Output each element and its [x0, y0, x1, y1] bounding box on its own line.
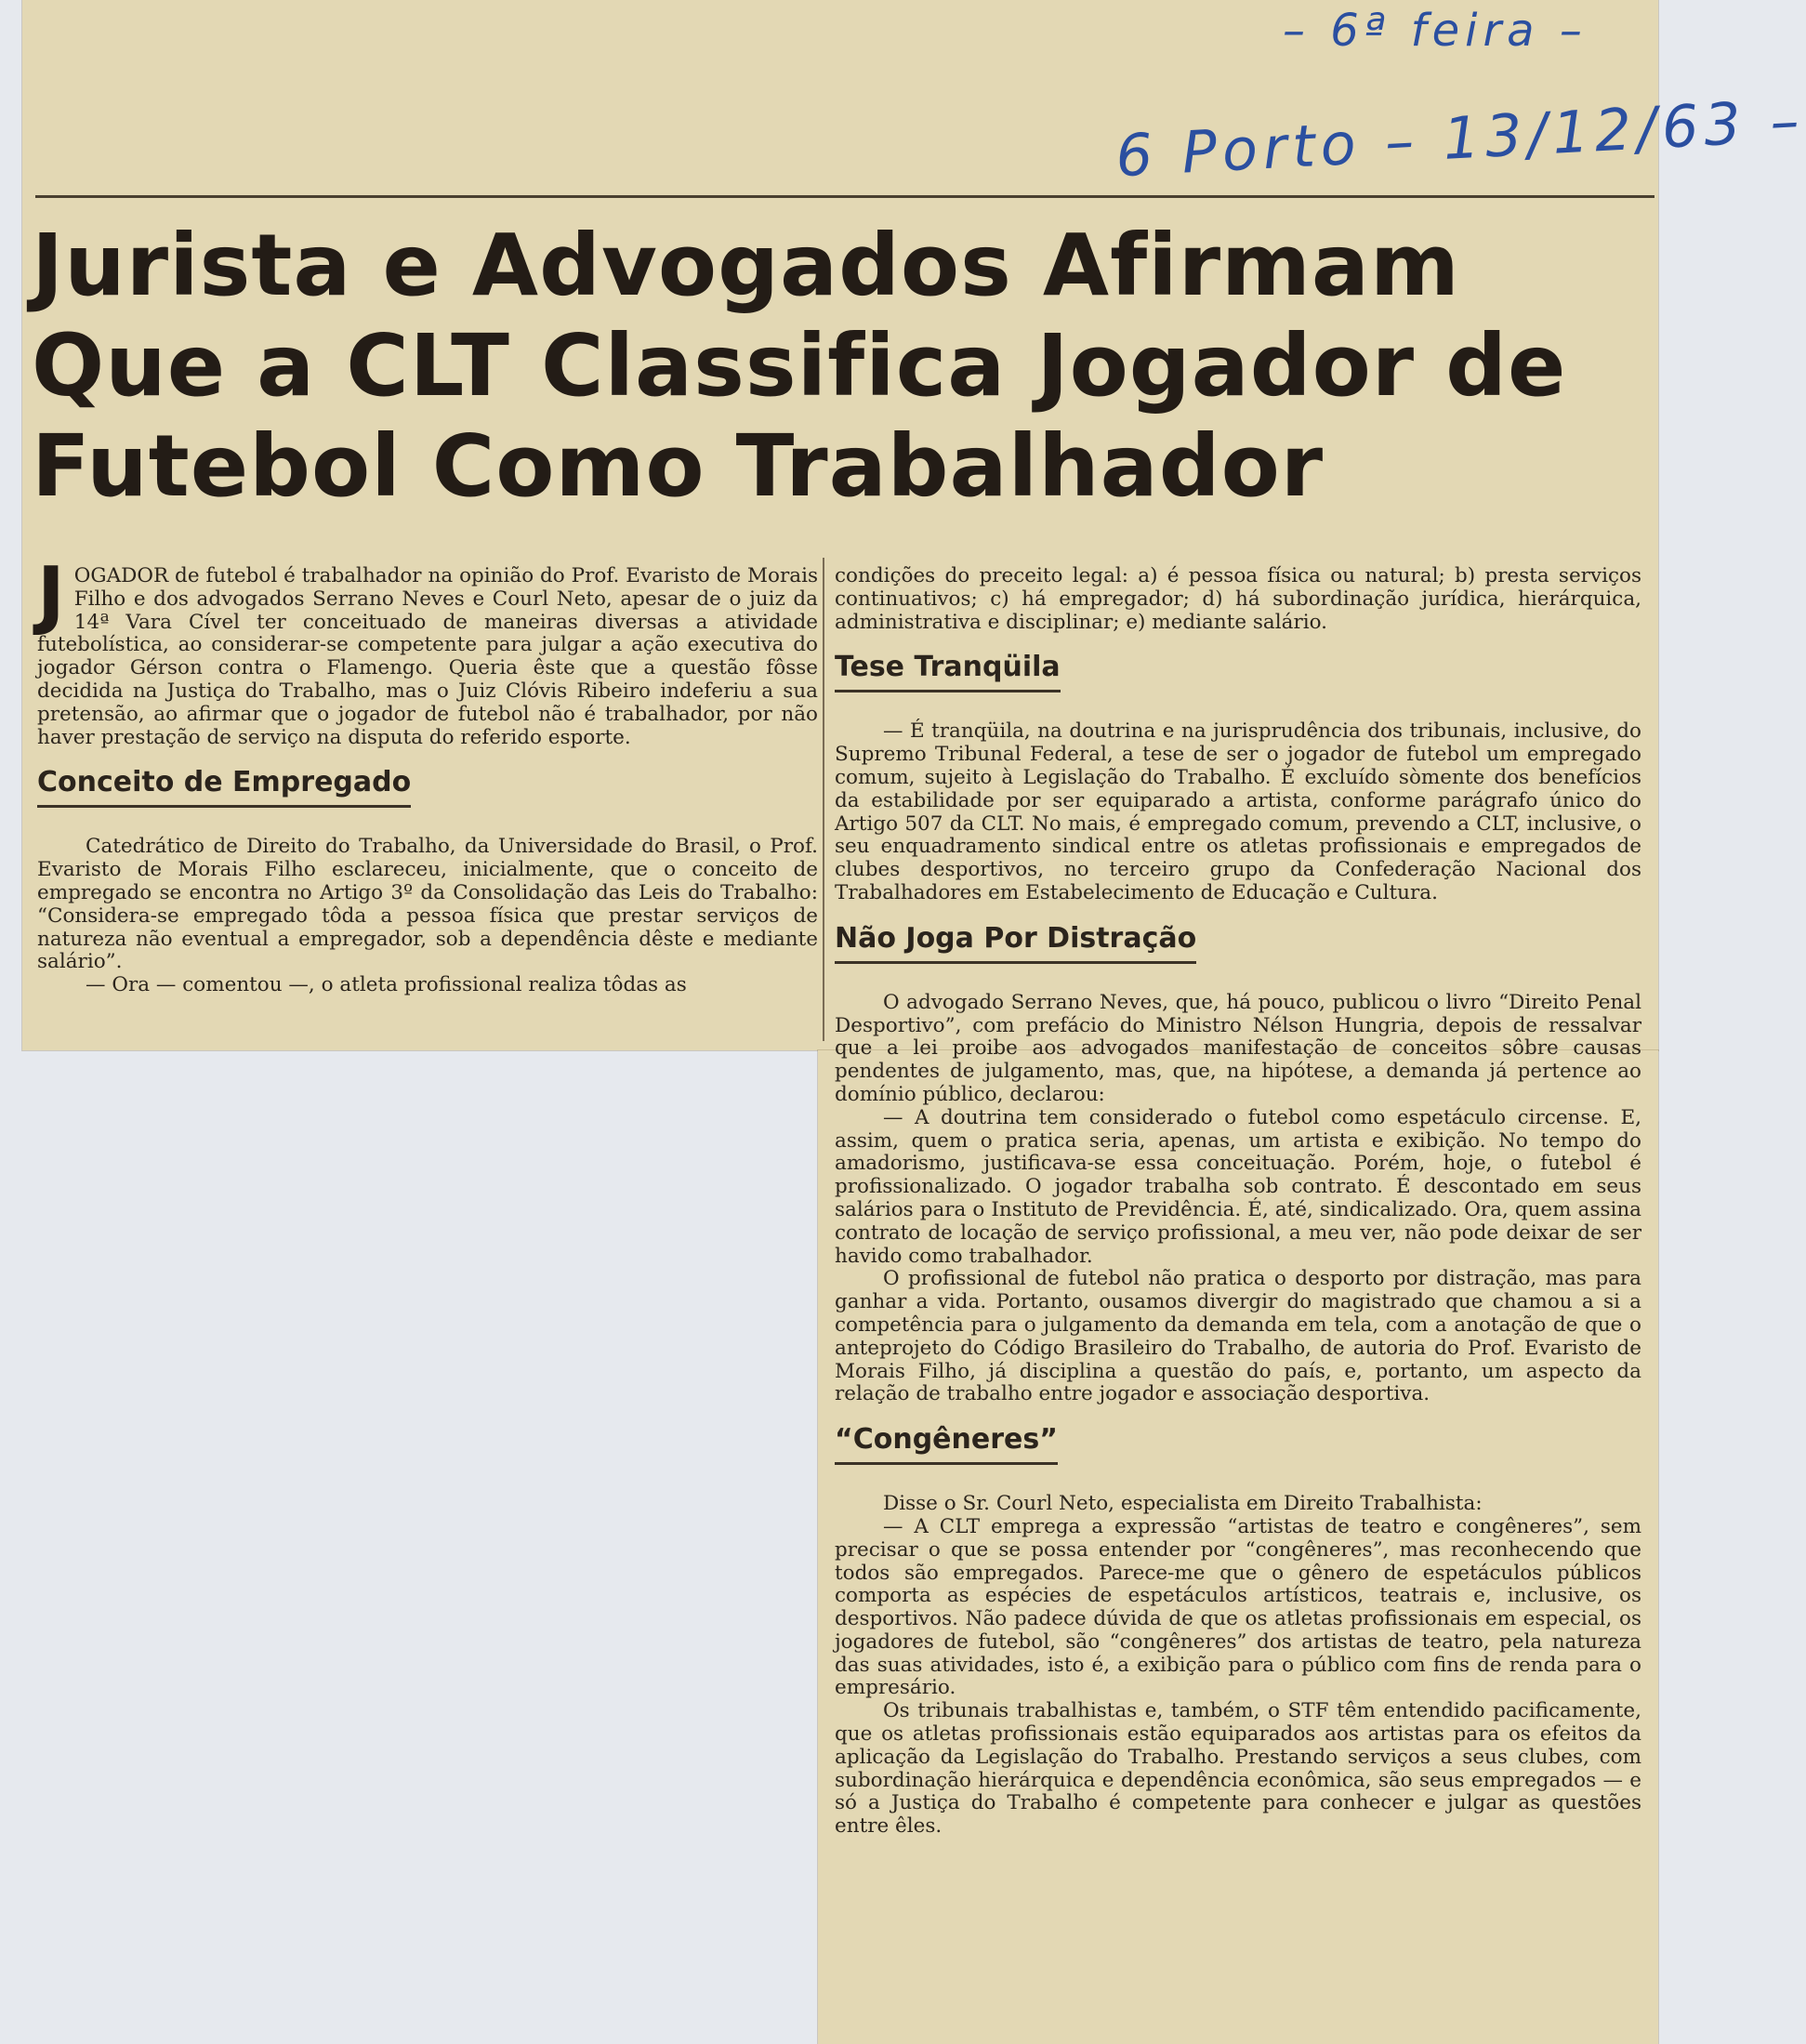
paragraph-conceito-1: Catedrático de Direito do Trabalho, da Universidade do Brasil, o Prof. Evaristo de Morais Filho esclareceu, inicialmente, que o conceito de empregado se encontra no Artigo 3º da Consolidação das Leis do Trabalho: “Considera-se empregado tôda a pessoa física que prestar serviços de natureza não eventual a empregador, sob a dependência dêste e mediante salário”. — [37, 835, 818, 974]
subhead-conceito: Conceito de Empregado — [37, 766, 411, 808]
paragraph-congeneres-1: Disse o Sr. Courl Neto, especialista em Direito Trabalhista: — [883, 1492, 1483, 1516]
subhead-distracao: Não Joga Por Distração — [835, 922, 1196, 964]
top-rule — [35, 195, 1654, 198]
subhead-tese: Tese Tranqüila — [835, 651, 1061, 692]
paragraph-distracao-2: — A doutrina tem considerado o futebol como espetáculo circense. E, assim, quem o pratica seria, apenas, um artista e exibição. No tempo do amadorismo, justificava-se essa conceituação. Porém, hoje, o futebol é profissionalizado. O jogador trabalha sob contrato. É descontado em seus salários para o Instituto de Previdência. É, até, sindicalizado. Ora, quem assina contrato de locação de serviço profissional, a meu ver, não pode deixar de ser havido como trabalhador. — [835, 1105, 1641, 1268]
lead-text: OGADOR de futebol é trabalhador na opinião do Prof. Evaristo de Morais Filho e dos advogados Serrano Neves e Courl Neto, apesar de o juiz da 14ª Vara Cível ter conceituado de maneiras diversas a atividade futebolística, ao considerar-se competente para julgar a ação executiva do jogador Gérson contra o Flamengo. Queria êste que a questão fôsse decidida na Justiça do Trabalho, mas o Juiz Clóvis Ribeiro indeferiu a sua pretensão, ao afirmar que o jogador de futebol não é trabalhador, por não haver prestação de serviço na disputa do referido esporte. — [37, 564, 818, 749]
lead-paragraph — [37, 551, 818, 749]
column-left — [37, 551, 818, 997]
column-right — [835, 565, 1641, 1839]
paragraph-distracao-3: O profissional de futebol não pratica o desporto por distração, mas para ganhar a vida. Portanto, ousamos divergir do magistrado que chamou a si a competência para o julgamento da demanda em tela, com a anotação de que o anteprojeto do Código Brasileiro do Trabalho, de autoria do Prof. Evaristo de Morais Filho, já disciplina a questão do país, e, portanto, um aspecto da relação de trabalho entre jogador e associação desportiva. — [835, 1267, 1641, 1406]
drop-cap: J — [37, 551, 65, 638]
handwritten-day: – 6ª feira – — [1283, 5, 1588, 57]
paragraph-tese-1: — É tranqüila, na doutrina e na jurisprudência dos tribunais, inclusive, do Supremo Tribunal Federal, a tese de ser o jogador de futebol um empregado comum, sujeito à Legislação do Trabalho. É excluído sòmente dos benefícios da estabilidade por ser equiparado a artista, conforme parágrafo único do Artigo 507 da CLT. No mais, é empregado comum, prevendo a CLT, inclusive, o seu enquadramento sindical entre os atletas profissionais e empregados de clubes desportivos, no terceiro grupo da Confederação Nacional dos Trabalhadores em Estabelecimento de Educação e Cultura. — [835, 719, 1641, 904]
paragraph-continuation: condições do preceito legal: a) é pessoa física ou natural; b) presta serviços continuativos; c) há empregador; d) há subordinação jurídica, hierárquica, administrativa e disciplinar; e) mediante salário. — [835, 564, 1641, 634]
paragraph-congeneres-3: Os tribunais trabalhistas e, também, o STF têm entendido pacificamente, que os atletas profissionais estão equiparados aos artistas para os efeitos da aplicação da Legislação do Trabalho. Prestando serviços a seus clubes, com subordinação hierárquica e dependência econômica, são seus empregados — e só a Justiça do Trabalho é competente para conhecer e julgar as questões entre êles. — [835, 1699, 1641, 1839]
paragraph-conceito-2: — Ora — comentou —, o atleta profissional realiza tôdas as — [86, 973, 687, 997]
subhead-congeneres: “Congêneres” — [835, 1423, 1058, 1465]
headline: Jurista e Advogados Afirmam Que a CLT Classifica Jogador de Futebol Como Trabalhador — [32, 216, 1567, 516]
paragraph-congeneres-2: — A CLT emprega a expressão “artistas de teatro e congêneres”, sem precisar o que se possa entender por “congêneres”, mas reconhecendo que todos são empregados. Parece-me que o gênero de espetáculos públicos comporta as espécies de espetáculos artísticos, teatrais e, inclusive, os desportivos. Não padece dúvida de que os atletas profissionais em especial, os jogadores de futebol, são “congêneres” dos artistas de teatro, pela natureza das suas atividades, isto é, a exibição para o público com fins de renda para o empresário. — [835, 1514, 1641, 1700]
handwritten-date: 6 Porto – 13/12/63 – — [1114, 86, 1806, 191]
column-divider — [823, 558, 824, 1041]
paragraph-distracao-1: O advogado Serrano Neves, que, há pouco, publicou o livro “Direito Penal Desportivo”, com prefácio do Ministro Nélson Hungria, depois de ressalvar que a lei proibe aos advogados manifestação de conceitos sôbre causas pendentes de julgamento, mas, que, na hipótese, a demanda já pertence ao domínio público, declarou: — [835, 990, 1641, 1106]
